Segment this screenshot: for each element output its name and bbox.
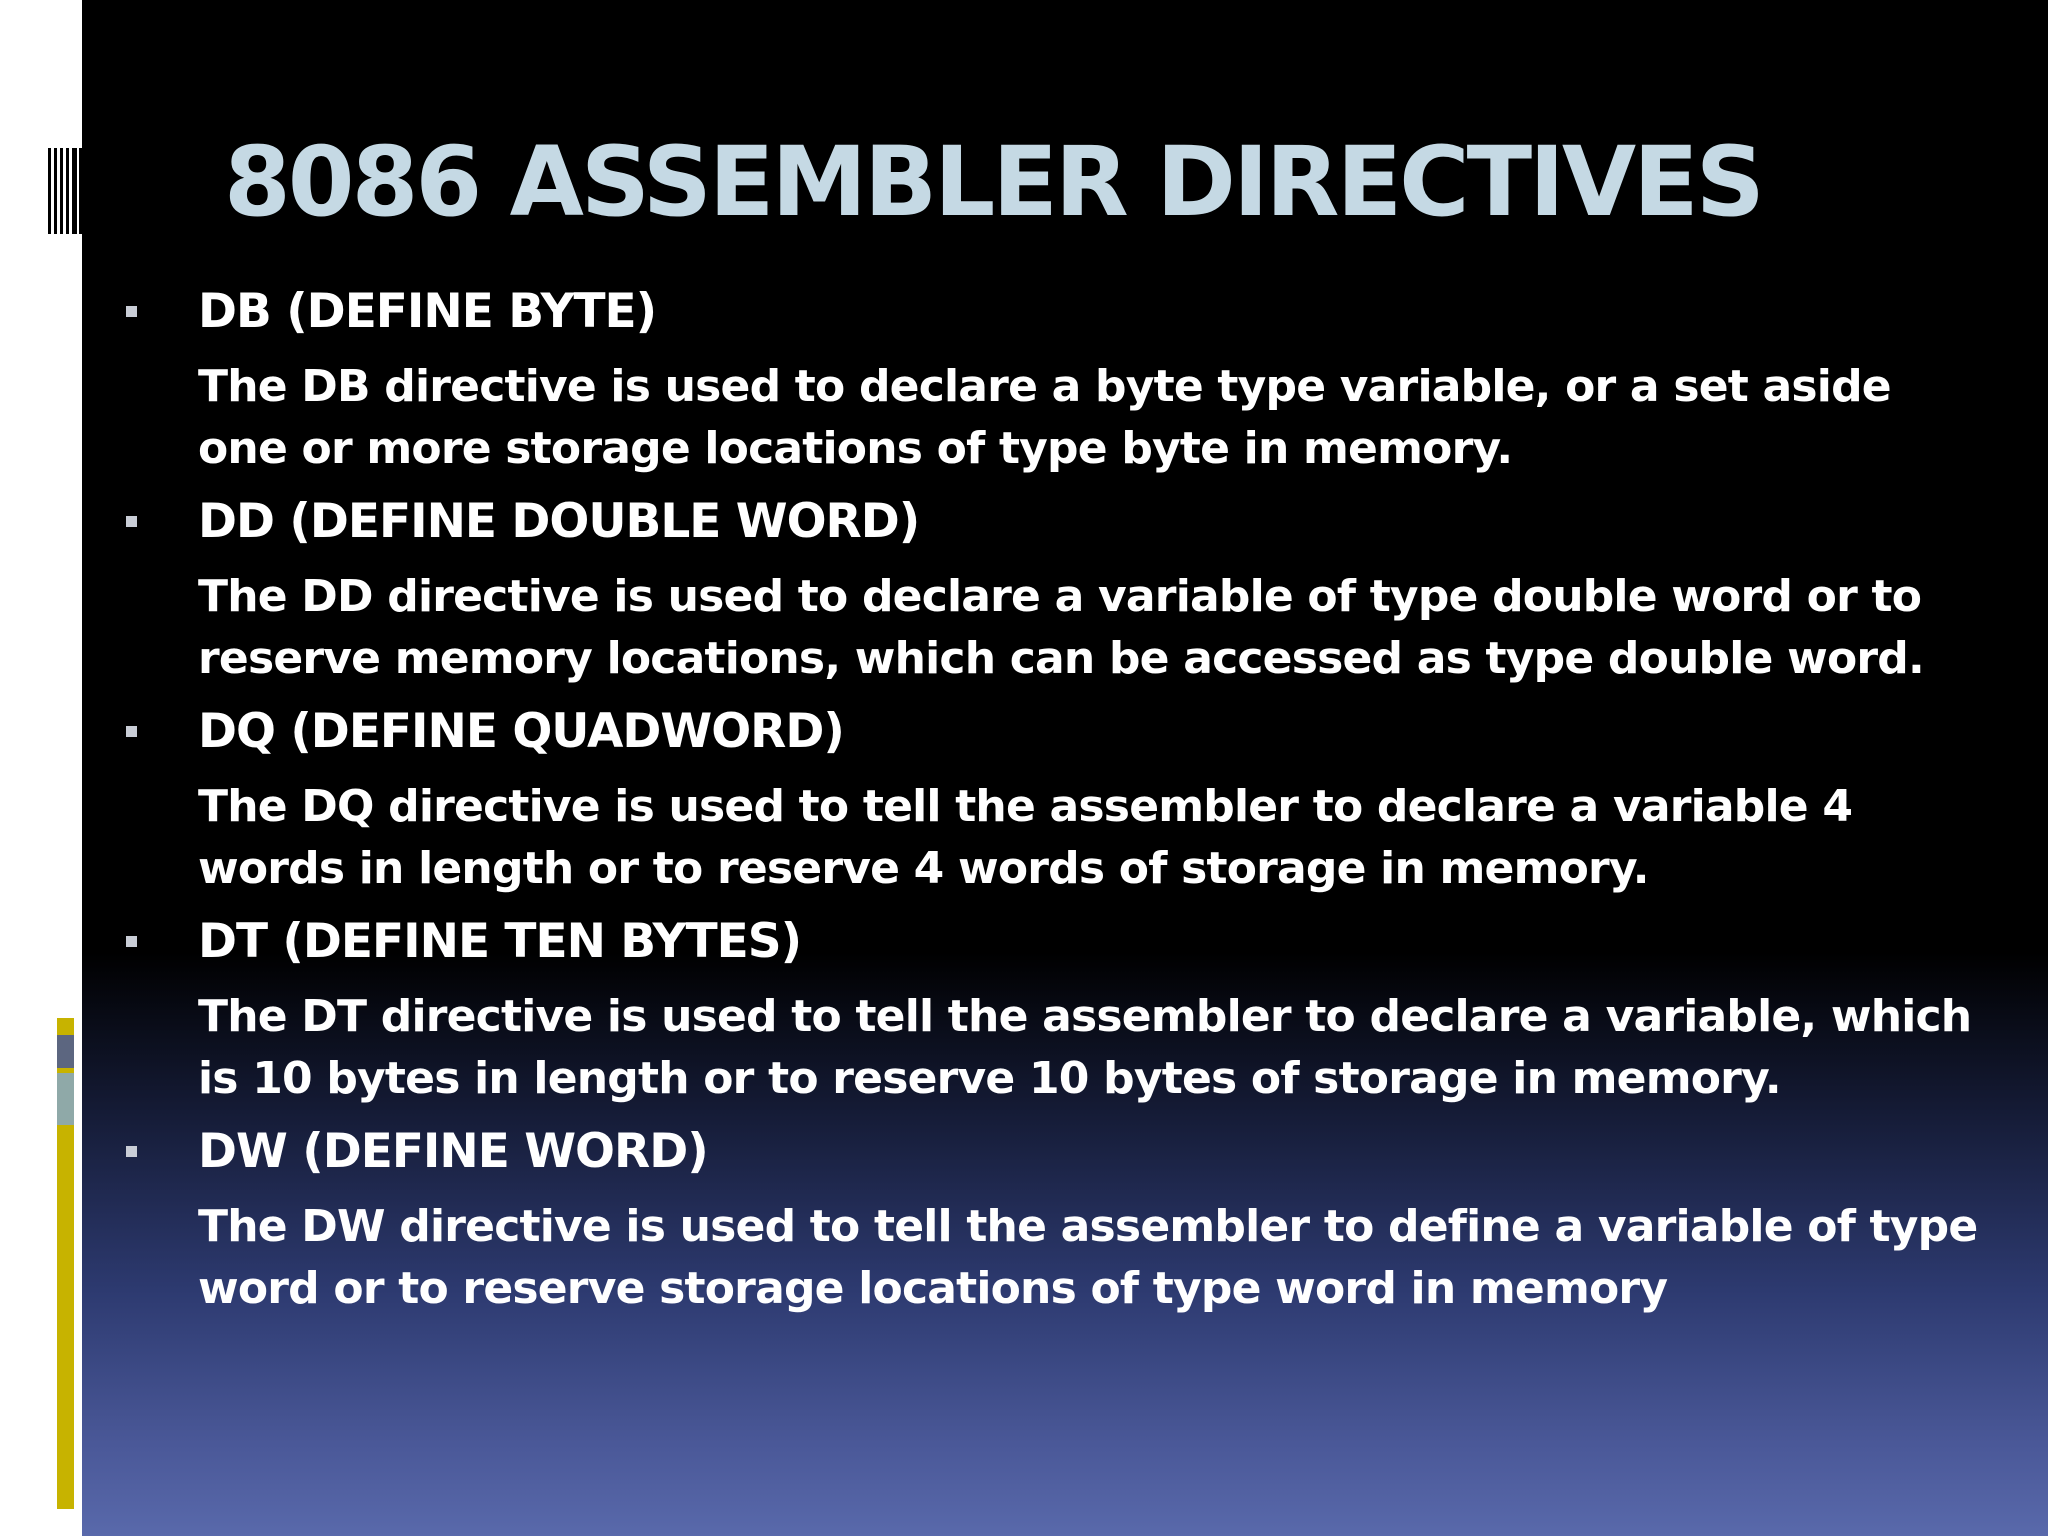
directive-item-dd — [120, 490, 1980, 690]
directive-heading — [120, 700, 1980, 764]
square-bullet-icon — [126, 306, 137, 317]
directive-list — [120, 280, 1980, 1330]
directive-heading — [120, 490, 1980, 554]
directive-description: The DD directive is used to declare a variable of type double word or to reserve memory locations, which can be accessed as type double word. — [198, 571, 1924, 684]
directive-heading — [120, 280, 1980, 344]
directive-item-dw — [120, 1120, 1980, 1320]
directive-heading-text: DD (DEFINE DOUBLE WORD) — [198, 494, 920, 549]
square-bullet-icon — [126, 726, 137, 737]
accent-bar-segment-2 — [57, 1073, 74, 1125]
directive-item-dq — [120, 700, 1980, 900]
vertical-lines-icon — [48, 148, 82, 234]
directive-heading — [120, 910, 1980, 974]
directive-description: The DT directive is used to tell the assembler to declare a variable, which is 10 bytes in length or to reserve 10 bytes of storage in memory. — [198, 991, 1972, 1104]
directive-heading-text: DQ (DEFINE QUADWORD) — [198, 704, 844, 759]
directive-item-dt — [120, 910, 1980, 1110]
accent-bar-segment-1 — [57, 1035, 74, 1068]
square-bullet-icon — [126, 1146, 137, 1157]
square-bullet-icon — [126, 936, 137, 947]
directive-heading-text: DT (DEFINE TEN BYTES) — [198, 914, 802, 969]
directive-description: The DB directive is used to declare a byte type variable, or a set aside one or more storage locations of type byte in memory. — [198, 361, 1891, 474]
directive-heading-text: DW (DEFINE WORD) — [198, 1124, 708, 1179]
directive-description: The DW directive is used to tell the assembler to define a variable of type word or to reserve storage locations of type word in memory — [198, 1201, 1978, 1314]
directive-description: The DQ directive is used to tell the assembler to declare a variable 4 words in length or to reserve 4 words of storage in memory. — [198, 781, 1853, 894]
left-margin-strip — [0, 0, 82, 1536]
directive-heading — [120, 1120, 1980, 1184]
directive-item-db — [120, 280, 1980, 480]
square-bullet-icon — [126, 516, 137, 527]
slide-title: 8086 ASSEMBLER DIRECTIVES — [224, 126, 1762, 238]
directive-heading-text: DB (DEFINE BYTE) — [198, 284, 657, 339]
